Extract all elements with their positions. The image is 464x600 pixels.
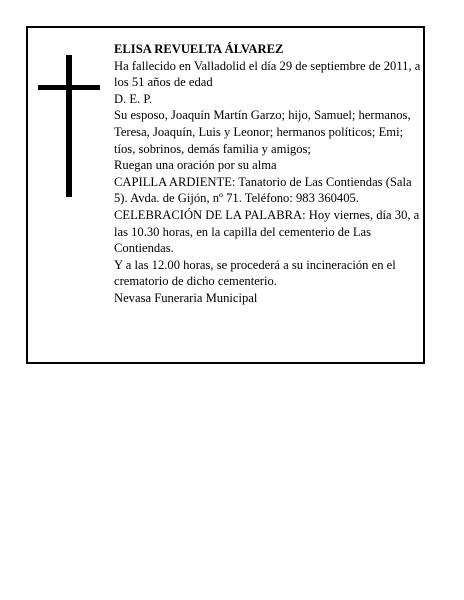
chapel-info: CAPILLA ARDIENTE: Tanatorio de Las Contiendas (Sala 5). Avda. de Gijón, nº 71. Teléfono: 983 360405. xyxy=(114,174,412,206)
death-announcement: Ha fallecido en Valladolid el día 29 de septiembre de 2011, a los 51 años de edad xyxy=(114,58,421,90)
cremation-info: Y a las 12.00 horas, se procederá a su incineración en el crematorio de dicho cementerio. xyxy=(114,257,396,289)
notice-text xyxy=(114,41,422,307)
prayer-request: Ruegan una oración por su alma xyxy=(114,158,277,173)
celebration-info: CELEBRACIÓN DE LA PALABRA: Hoy viernes, día 30, a las 10.30 horas, en la capilla del cementerio de Las Contiendas. xyxy=(114,207,420,256)
rip-line: D. E. P. xyxy=(114,91,153,106)
obituary-notice xyxy=(26,26,425,364)
family-list: Su esposo, Joaquín Martín Garzo; hijo, Samuel; hermanos, Teresa, Joaquín, Luis y Leonor; hermanos políticos; Emi; tíos, sobrinos, demás familia y amigos; xyxy=(114,108,411,156)
funeral-home: Nevasa Funeraria Municipal xyxy=(114,290,258,305)
cross-vertical-bar xyxy=(66,55,72,197)
cross-icon xyxy=(38,55,100,197)
cross-horizontal-bar xyxy=(38,85,100,90)
deceased-name: ELISA REVUELTA ÁLVAREZ xyxy=(114,42,284,56)
